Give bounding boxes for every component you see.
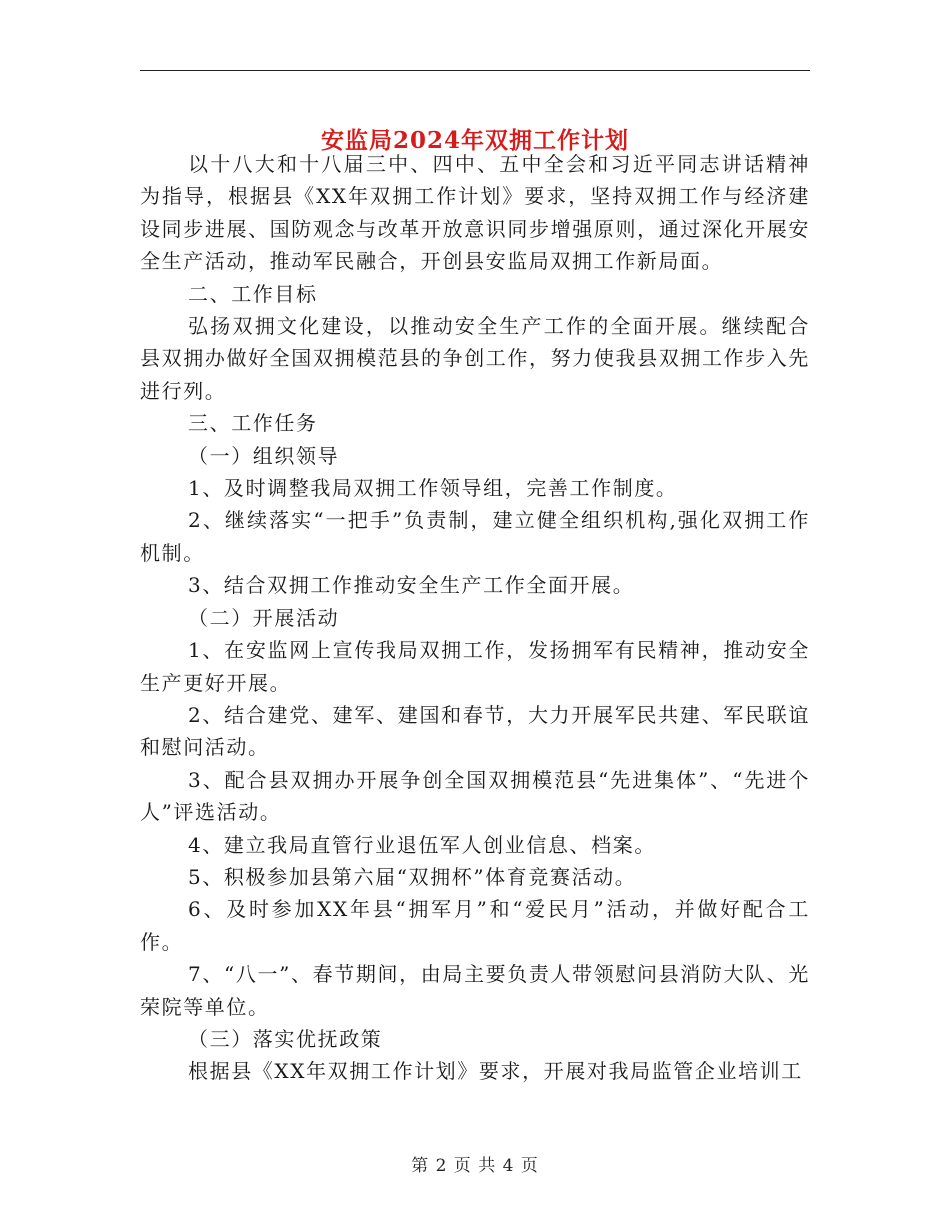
page-footer xyxy=(0,1154,950,1178)
page-label-prefix: 第 xyxy=(411,1156,430,1176)
list-item: 6、及时参加XX年县“拥军月”和“爱民月”活动，并做好配合工作。 xyxy=(140,897,810,954)
document-body xyxy=(140,148,810,1088)
total-pages-number: 4 xyxy=(502,1156,515,1176)
list-item: 1、及时调整我局双拥工作领导组，完善工作制度。 xyxy=(188,476,678,501)
list-item: 7、“八一”、春节期间，由局主要负责人带领慰问县消防大队、光荣院等单位。 xyxy=(140,962,810,1019)
list-item: 2、结合建党、建军、建国和春节，大力开展军民共建、军民联谊和慰问活动。 xyxy=(140,702,810,760)
section-heading: 三、工作任务 xyxy=(188,411,318,436)
subsection-heading: （一）组织领导 xyxy=(188,443,340,468)
body-paragraph: 弘扬双拥文化建设，以推动安全生产工作的全面开展。继续配合县双拥办做好全国双拥模范县的争创工作，努力使我县双拥工作步入先进行列。 xyxy=(140,314,810,403)
document-title: 安监局2024年双拥工作计划 xyxy=(320,127,629,155)
subsection-heading: （二）开展活动 xyxy=(188,605,340,630)
section-heading: 二、工作目标 xyxy=(188,281,318,306)
list-item: 4、建立我局直管行业退伍军人创业信息、档案。 xyxy=(188,832,656,857)
list-item: 3、配合县双拥办开展争创全国双拥模范县“先进集体”、“先进个人”评选活动。 xyxy=(140,767,810,825)
body-paragraph: 以十八大和十八届三中、四中、五中全会和习近平同志讲话精神为指导，根据县《XX年双拥工作计划》要求，坚持双拥工作与经济建设同步进展、国防观念与改革开放意识同步增强原则，通过深化开展安全生产活动，推动军民融合，开创县安监局双拥工作新局面。 xyxy=(140,152,810,274)
body-paragraph: 根据县《XX年双拥工作计划》要求，开展对我局监管企业培训工 xyxy=(188,1059,803,1084)
page-label-suffix: 页 xyxy=(520,1156,539,1176)
list-item: 2、继续落实“一把手”负责制，建立健全组织机构,强化双拥工作机制。 xyxy=(140,508,810,565)
list-item: 1、在安监网上宣传我局双拥工作，发扬拥军有民精神，推动安全生产更好开展。 xyxy=(140,638,810,695)
header-rule xyxy=(140,70,810,71)
list-item: 3、结合双拥工作推动安全生产工作全面开展。 xyxy=(188,573,635,598)
current-page-number: 2 xyxy=(435,1156,448,1176)
page-label-mid: 页 xyxy=(453,1156,472,1176)
subsection-heading: （三）落实优抚政策 xyxy=(188,1026,383,1051)
list-item: 5、积极参加县第六届“双拥杯”体育竞赛活动。 xyxy=(188,864,637,889)
total-label: 共 xyxy=(478,1156,497,1176)
